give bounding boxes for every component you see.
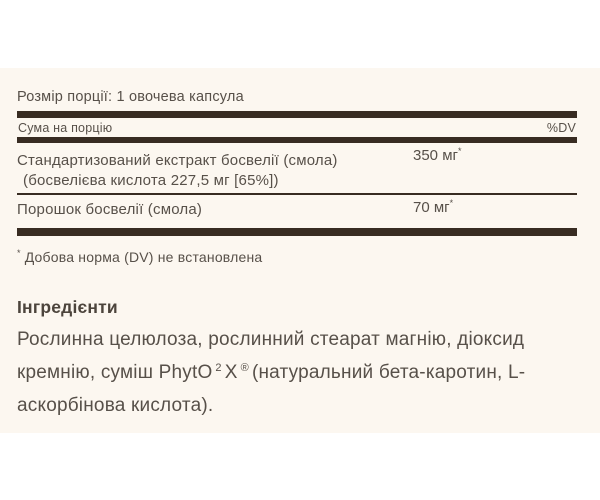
nutrient-name: Порошок босвелії (смола) bbox=[17, 201, 203, 218]
divider-bar-top bbox=[17, 111, 577, 118]
nutrient-amount: 70 мг* bbox=[413, 198, 454, 216]
nutrient-name: Стандартизований екстракт босвелії (смола) bbox=[17, 152, 338, 169]
nutrient-detail: (босвелієва кислота 227,5 мг [65%]) bbox=[23, 172, 279, 189]
footnote-mark: * bbox=[449, 198, 454, 208]
footnote-mark: * bbox=[17, 248, 21, 259]
ingredients-text: Рослинна целюлоза, рослинний стеарат магнію, діоксид кремнію, суміш PhytO $^2$ X ® (натуральний бета-каротин, L-аскорбінова кислота). bbox=[17, 329, 526, 416]
superscript-two: 2 bbox=[215, 361, 222, 374]
amount-header-row bbox=[17, 118, 577, 137]
daily-value-footnote: * Добова норма (DV) не встановлена bbox=[17, 248, 263, 265]
amount-per-serving-label: Сума на порцію bbox=[18, 121, 113, 135]
nutrient-row-boswellia-extract bbox=[17, 143, 577, 193]
daily-value-label: %DV bbox=[546, 121, 576, 135]
divider-bar-bottom bbox=[17, 228, 577, 236]
serving-size-text: Розмір порції: 1 овочева капсула bbox=[17, 89, 244, 105]
registered-trademark-icon: ® bbox=[240, 361, 249, 374]
nutrient-row-boswellia-powder bbox=[17, 195, 577, 222]
nutrient-amount: 350 мг* bbox=[413, 146, 462, 164]
supplement-facts-panel bbox=[0, 68, 600, 433]
ingredients-title: Інгредієнти bbox=[17, 297, 118, 317]
footnote-mark: * bbox=[457, 146, 462, 156]
